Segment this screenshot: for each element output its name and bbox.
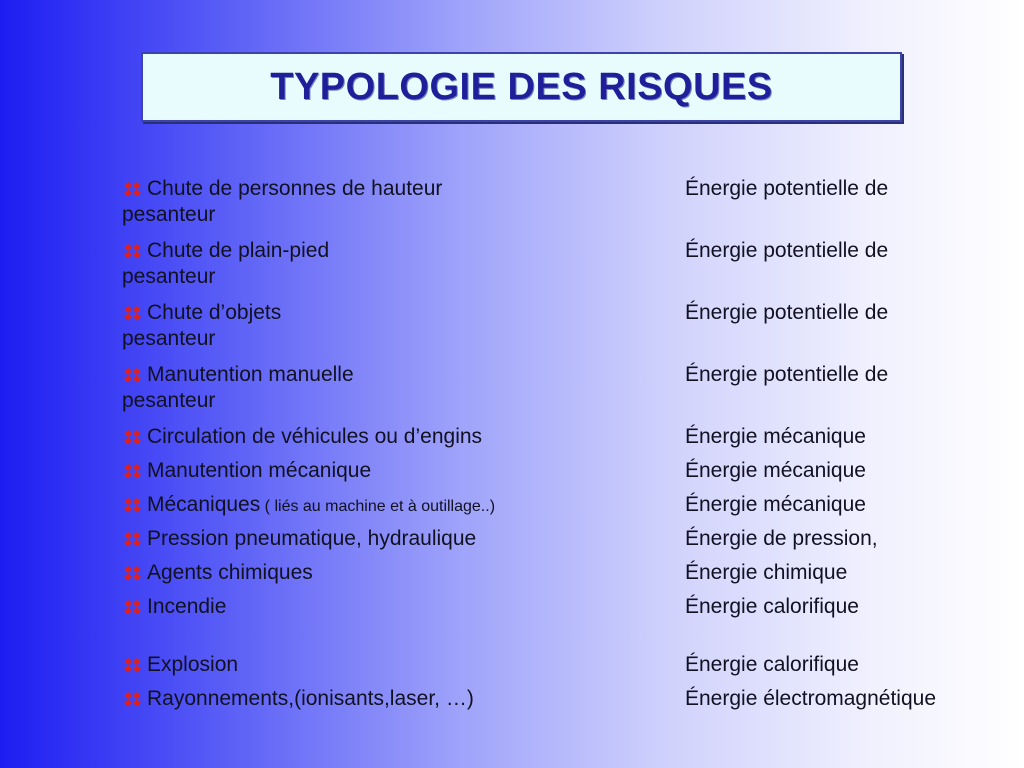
risk-label: Manutention manuelle [147, 363, 354, 386]
risk-energy-continued: pesanteur [122, 203, 216, 226]
risk-item [122, 526, 1002, 560]
risk-energy: Énergie potentielle de [685, 239, 889, 262]
four-diamond-bullet-icon [122, 599, 146, 615]
four-diamond-bullet-icon [122, 463, 146, 479]
risk-label: Rayonnements,(ionisants,laser, …) [147, 687, 474, 710]
risk-energy: Énergie calorifique [685, 595, 859, 618]
risk-item [122, 424, 1002, 458]
four-diamond-bullet-icon [122, 497, 146, 513]
four-diamond-bullet-icon [122, 181, 146, 197]
four-diamond-bullet-icon [122, 243, 146, 259]
risk-label: Circulation de véhicules ou d’engins [147, 425, 483, 448]
risk-energy: Énergie chimique [685, 561, 848, 584]
risk-energy: Énergie potentielle de [685, 301, 889, 324]
risk-label: Pression pneumatique, hydraulique [147, 527, 477, 550]
risk-list [122, 176, 1002, 720]
four-diamond-bullet-icon [122, 305, 146, 321]
risk-label: Manutention mécanique [147, 459, 372, 482]
risk-energy: Énergie potentielle de [685, 177, 889, 200]
risk-label: Explosion [147, 653, 239, 676]
four-diamond-bullet-icon [122, 565, 146, 581]
risk-note: ( liés au machine et à outillage..) [260, 498, 496, 515]
risk-item [122, 238, 1002, 300]
four-diamond-bullet-icon [122, 691, 146, 707]
risk-energy: Énergie électromagnétique [685, 687, 936, 710]
risk-energy: Énergie mécanique [685, 425, 866, 448]
risk-label-group [147, 492, 495, 520]
risk-energy: Énergie mécanique [685, 493, 866, 516]
four-diamond-bullet-icon [122, 531, 146, 547]
risk-label: Incendie [147, 595, 227, 618]
risk-item [122, 362, 1002, 424]
risk-label: Chute de plain-pied [147, 239, 330, 262]
risk-item [122, 594, 1002, 628]
risk-energy: Énergie mécanique [685, 459, 866, 482]
risk-energy: Énergie calorifique [685, 653, 859, 676]
four-diamond-bullet-icon [122, 429, 146, 445]
risk-item [122, 176, 1002, 238]
risk-energy-continued: pesanteur [122, 389, 216, 412]
slide-title: TYPOLOGIE DES RISQUES [270, 65, 773, 108]
risk-energy: Énergie potentielle de [685, 363, 889, 386]
risk-item [122, 300, 1002, 362]
risk-item [122, 560, 1002, 594]
risk-item [122, 492, 1002, 526]
risk-label: Mécaniques [147, 493, 261, 516]
risk-item [122, 652, 1002, 686]
risk-label: Agents chimiques [147, 561, 313, 584]
four-diamond-bullet-icon [122, 367, 146, 383]
risk-label: Chute d’objets [147, 301, 282, 324]
title-box [141, 52, 902, 122]
risk-energy-continued: pesanteur [122, 327, 216, 350]
risk-label: Chute de personnes de hauteur [147, 177, 443, 200]
risk-item [122, 686, 1002, 720]
risk-energy: Énergie de pression, [685, 527, 878, 550]
risk-energy-continued: pesanteur [122, 265, 216, 288]
risk-item [122, 458, 1002, 492]
four-diamond-bullet-icon [122, 657, 146, 673]
